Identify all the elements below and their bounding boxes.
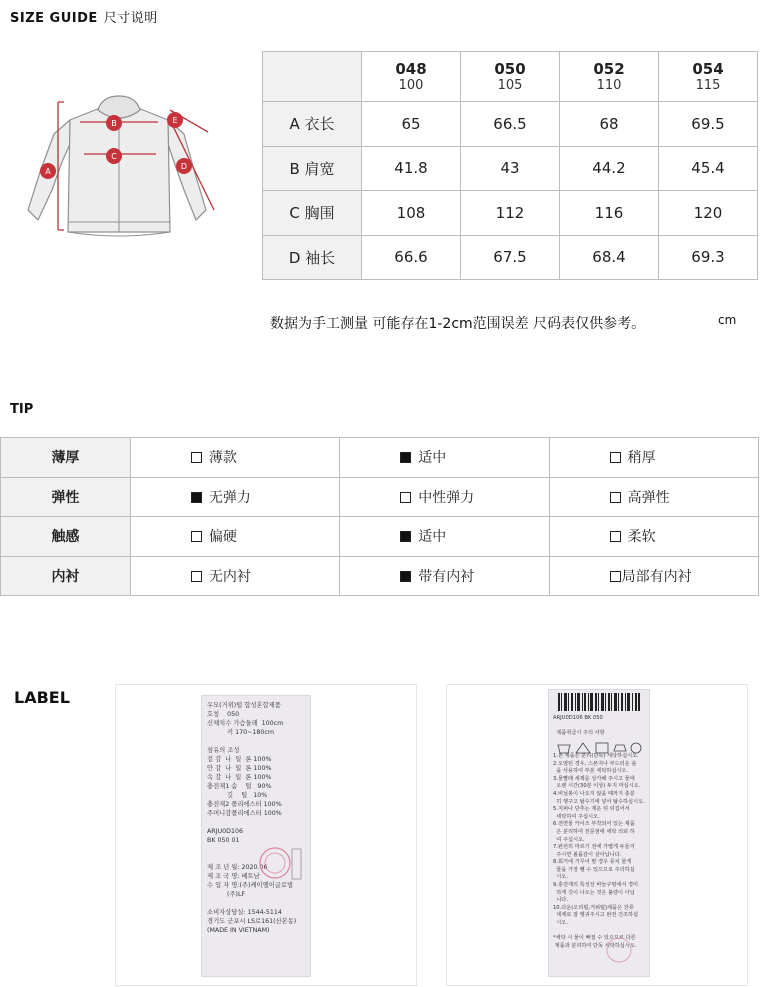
table-row (1, 438, 759, 478)
care-tag-instructions (548, 689, 650, 977)
label-title: LABEL (14, 688, 70, 707)
row-label: D 袖长 (263, 235, 362, 280)
table-cell: 65 (362, 102, 461, 147)
tip-category: 内衬 (1, 556, 131, 596)
care-symbols-icon (556, 741, 642, 755)
checkbox-icon (400, 571, 411, 582)
svg-text:B: B (111, 119, 117, 128)
checkbox-icon (400, 531, 411, 542)
table-cell: 44.2 (560, 146, 659, 191)
svg-text:D: D (180, 162, 188, 171)
tip-option: 带有内衬 (340, 556, 549, 596)
tip-option: 高弹性 (549, 477, 758, 517)
table-cell: 67.5 (461, 235, 560, 280)
table-cell: 116 (560, 191, 659, 236)
tip-option: 无弹力 (130, 477, 339, 517)
barcode-icon (558, 693, 640, 711)
table-cell: 108 (362, 191, 461, 236)
label-photo-back (446, 684, 748, 986)
tip-option: 无内衬 (130, 556, 339, 596)
table-row (1, 477, 759, 517)
size-guide-title-text: SIZE GUIDE (10, 11, 98, 26)
table-row (1, 556, 759, 596)
size-col-052: 052 110 (560, 52, 659, 102)
unit-label: cm (718, 313, 737, 327)
table-row (263, 235, 758, 280)
tip-category: 薄厚 (1, 438, 131, 478)
tip-category: 弹性 (1, 477, 131, 517)
table-row (263, 146, 758, 191)
table-cell: 68 (560, 102, 659, 147)
table-cell: 41.8 (362, 146, 461, 191)
tip-option: 适中 (340, 438, 549, 478)
table-row (1, 517, 759, 557)
tip-category: 触感 (1, 517, 131, 557)
svg-text:C: C (111, 152, 117, 161)
care-tag-instructions-text: ARJU0D106 BK 050 제품취급시 주의 사항 1.본 제품은 분리(단독) 세탁하십시오. 2.오염된 경우, 스폰지나 부드러운 솔 을 사용하여 부분 세탁하십시오. 3.물빨래 세제를 상가해 주시고 물에 오랜 시간(30분 이상) 두지 마십시오. 4.비닐봉이 나오지 않을 때까지 충분 히 헹구고 탈수기에 넣어 탈수하십시오. 5.지퍼나 단추는 제운 뒤 뒤집어서 세탁하여 주십시오. 6.전면물 카이즈 부착되어 있는 제품 은 분리하여 전문점에 세탁 의뢰 하 여 주십시오. 7.완전히 마르기 전에 가볍게 두들겨 주시면 볼륨감이 살아납니다. 8.회거에 거꾸어 말 경우 뭉치 물게 물을 가장 뺄 수 있으므로 주의하십 시오. 9.충전재의 특성상 바늘구멍에서 경미 하게 깃이 나오는 것은 불량이 아닙 니다. 10.다운(오리털,거위털)제품은 잔류 세제로 잘 헹궈주시고 완전 건조하십 시오. *세탁 시 물이 빠질 수 있으므로 다른 제품과 분리하여 단독 세탁하십시오. (553, 715, 645, 949)
table-cell: 112 (461, 191, 560, 236)
tip-option: 柔软 (549, 517, 758, 557)
tip-option: 局部有内衬 (549, 556, 758, 596)
checkbox-icon (400, 492, 411, 503)
svg-text:E: E (172, 116, 178, 125)
size-col-048: 048 100 (362, 52, 461, 102)
size-guide-title (10, 7, 158, 26)
checkbox-icon (610, 492, 621, 503)
table-cell: 68.4 (560, 235, 659, 280)
tip-title: TIP (10, 402, 34, 417)
jacket-measurement-diagram (18, 92, 228, 257)
care-tag-composition-text: 우모(거위)털 합성혼합제품 호칭 050 신체치수 가슴둘레 100cm 키 170~180cm 섬유의 조성 겉 감 나 일 론 100% 안 감 나 일 론 100% 속 감 나 일 론 100% 충전재1 솜 털 90% 깃 털 10% 충전재2 폴리에스터 100% 주머니감폴리에스터 100% ARJU0D106 BK 050 01 제 조 년 월: 2020.06 제 조 국 명: 베트남 수 입 자 명:(주)케이엘이글로벌 (주)LF 소비자상담실: 1544-5114 경기도 군포시 LS로161(산본동) (MADE IN VIETNAM) (207, 702, 297, 934)
table-row (263, 102, 758, 147)
size-table-corner (263, 52, 362, 102)
tip-option: 适中 (340, 517, 549, 557)
stamp-icon (604, 935, 634, 965)
tip-option: 稍厚 (549, 438, 758, 478)
table-cell: 43 (461, 146, 560, 191)
table-cell: 69.5 (659, 102, 758, 147)
row-label: A 衣长 (263, 102, 362, 147)
table-cell: 66.5 (461, 102, 560, 147)
tip-option: 中性弹力 (340, 477, 549, 517)
label-photo-front (115, 684, 417, 986)
row-label: B 肩宽 (263, 146, 362, 191)
table-cell: 69.3 (659, 235, 758, 280)
table-cell: 120 (659, 191, 758, 236)
marker-b (106, 115, 122, 131)
checkbox-icon (191, 452, 202, 463)
size-col-050: 050 105 (461, 52, 560, 102)
table-cell: 66.6 (362, 235, 461, 280)
size-table (262, 51, 758, 280)
marker-d (176, 158, 192, 174)
svg-text:A: A (45, 167, 51, 176)
checkbox-icon (610, 531, 621, 542)
tip-option: 偏硬 (130, 517, 339, 557)
marker-e (167, 112, 183, 128)
marker-c (106, 148, 122, 164)
size-col-054: 054 115 (659, 52, 758, 102)
size-table-header-row (263, 52, 758, 102)
checkbox-icon (610, 452, 621, 463)
table-cell: 45.4 (659, 146, 758, 191)
checkbox-icon (191, 571, 202, 582)
checkbox-icon (191, 531, 202, 542)
row-label: C 胸围 (263, 191, 362, 236)
size-guide-subtitle: 尺寸说明 (103, 11, 158, 26)
marker-a (40, 163, 56, 179)
tip-table (0, 437, 759, 596)
care-tag-composition (201, 695, 311, 977)
inspection-stamp-icon (257, 845, 303, 891)
table-row (263, 191, 758, 236)
measurement-note: 数据为手工测量 可能存在1-2cm范围误差 尺码表仅供参考。 (270, 316, 646, 332)
tip-option: 薄款 (130, 438, 339, 478)
checkbox-icon (400, 452, 411, 463)
checkbox-icon (191, 492, 202, 503)
checkbox-icon (610, 571, 621, 582)
